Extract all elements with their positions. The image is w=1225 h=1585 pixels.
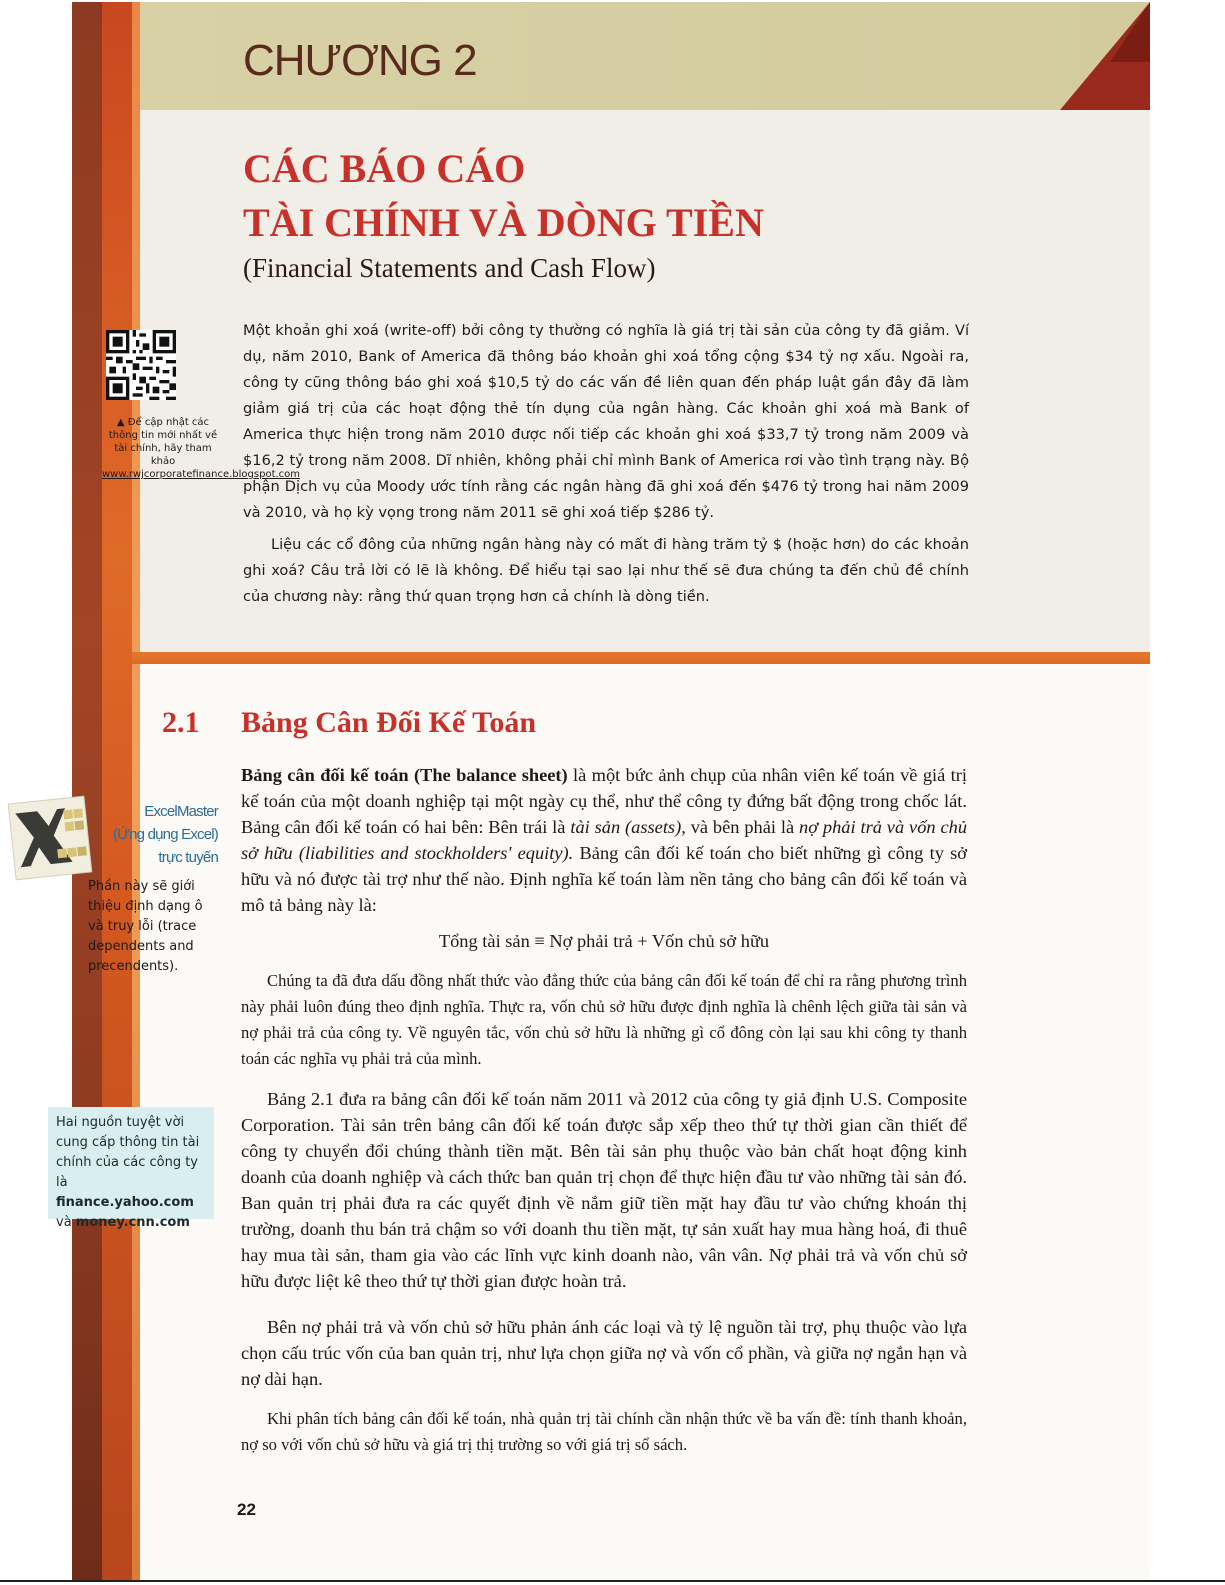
left-stripe-light [132, 2, 140, 1580]
header-corner-decoration-dark [1110, 2, 1150, 62]
assets-term: tài sản (assets), [570, 817, 686, 837]
body-paragraph-5: Khi phân tích bảng cân đối kế toán, nhà quản trị tài chính cần nhận thức về ba vấn đề: tính thanh khoản, nợ so với vốn chủ sở hữu và giá trị thị trường so với giá trị sổ sách. [241, 1409, 967, 1454]
body-paragraph-1 [241, 762, 967, 918]
blog-link[interactable]: www.rwjcorporatefinance.blogspot.com [102, 469, 301, 480]
scan-bottom-edge [0, 1580, 1225, 1582]
body-paragraph-3: Bảng 2.1 đưa ra bảng cân đối kế toán năm 2011 và 2012 của công ty giả định U.S. Composite Corporation. Tài sản trên bảng cân đối kế toán được sắp xếp theo thứ tự thời gian cần thiết để công ty chuyển đổi chúng thành tiền mặt. Bên tài sản phụ thuộc vào bản chất hoạt động kinh doanh của doanh nghiệp và cách thức ban quản trị chọn để thực hiện đầu tư vào những tài sản đó. Ban quản trị phải đưa ra các quyết định về nắm giữ tiền mặt hay đầu tư vào chứng khoán thị trường, doanh thu bán trả chậm so với doanh thu tiền mặt, tự sản xuất hay mua hàng hoá, đi thuê hay mua tài sản, tham gia vào các lĩnh vực kinh doanh nào, vân vân. Nợ phải trả và vốn chủ sở hữu được liệt kê theo thứ tự thời gian được hoàn trả. [241, 1089, 967, 1291]
excel-master-icon [6, 794, 94, 882]
left-stripe-dark [72, 2, 102, 1580]
page-number: 22 [237, 1500, 256, 1519]
chapter-label: CHƯƠNG 2 [243, 36, 477, 85]
qr-note [102, 416, 301, 481]
body-paragraph-2: Chúng ta đã đưa dấu đồng nhất thức vào đẳng thức của bảng cân đối kế toán để chỉ ra rằng phương trình này phải luôn đúng theo định nghĩa. Thực ra, vốn chủ sở hữu được định nghĩa là chênh lệch giữa tài sản và nợ phải trả của công ty. Về nguyên tắc, vốn chủ sở hữu là những gì cổ đông còn lại sau khi công ty thanh toán các nghĩa vụ phải trả của mình. [241, 971, 967, 1068]
yahoo-finance-link[interactable]: finance.yahoo.com [56, 1195, 194, 1210]
body-paragraph-1-b: và bên phải là [685, 817, 800, 837]
body-paragraph-1-a: là một bức ảnh chụp của nhân viên kế toán về giá trị kế toán của một doanh nghiệp tại một ngày cụ thể, như thể công ty đứng bất động trong chốc lát. Bảng cân đối kế toán có hai bên: Bên trái là [241, 765, 968, 837]
excel-label-line-3: trực tuyến [158, 849, 218, 866]
left-stripe-orange [102, 2, 132, 1580]
body-paragraph-4: Bên nợ phải trả và vốn chủ sở hữu phản ánh các loại và tỷ lệ nguồn tài trợ, phụ thuộc vào lựa chọn cấu trúc vốn của ban quản trị, như lựa chọn giữa nợ và vốn cổ phần, và giữa nợ ngắn hạn và nợ dài hạn. [241, 1317, 967, 1389]
liabilities-term: nợ phải trả và vốn chủ sở hữu (liabilities and stockholders' equity). [241, 817, 968, 863]
cnn-money-link[interactable]: money.cnn.com [75, 1215, 190, 1230]
intro-paragraph-2: Liệu các cổ đông của những ngân hàng này có mất đi hàng trăm tỷ $ (hoặc hơn) do các khoản ghi xoá? Câu trả lời có lẽ là không. Để hiểu tại sao lại như thế sẽ đưa chúng ta đến chủ đề chính của chương này: rằng thứ quan trọng hơn cả chính là dòng tiền. [243, 536, 969, 605]
body-paragraph-1-c: Bảng cân đối kế toán cho biết những gì công ty sở hữu và nó được tài trợ như thế nào. Định nghĩa kế toán làm nền tảng cho bảng cân đối kế toán và mô tả bảng này là: [241, 843, 967, 915]
section-number: 2.1 [162, 706, 200, 739]
chapter-subtitle: (Financial Statements and Cash Flow) [243, 253, 656, 283]
intro-text [243, 318, 969, 610]
balance-sheet-term: Bảng cân đối kế toán (The balance sheet) [241, 765, 568, 785]
chapter-title [243, 142, 943, 250]
excel-master-label [100, 800, 218, 869]
intro-paragraph-1: Một khoản ghi xoá (write-off) bởi công ty thường có nghĩa là giá trị tài sản của công ty đã giảm. Ví dụ, năm 2010, Bank of America đã thông báo khoản ghi xoá tổng cộng $34 tỷ nợ xấu. Ngoài ra, công ty cũng thông báo ghi xoá $10,5 tỷ do các vấn đề liên quan đến pháp luật gần đây đã làm giảm giá trị của các hoạt động thẻ tín dụng của ngân hàng. Các khoản ghi xoá mà Bank of America thực hiện trong năm 2010 được nối tiếp các khoản ghi xoá $33,7 tỷ trong năm 2009 và $16,2 tỷ trong năm 2008. Dĩ nhiên, không phải chỉ mình Bank of America rơi vào tình trạng này. Bộ phận Dịch vụ của Moody ước tính rằng các ngân hàng đã ghi xoá đến $476 tỷ trong hai năm 2009 và 2010, và họ kỳ vọng trong năm 2011 sẽ ghi xoá tiếp $286 tỷ. [243, 322, 969, 521]
qr-note-text: ▲ Để cập nhật các thông tin mới nhất về tài chính, hãy tham khảo [108, 417, 218, 467]
chapter-title-line-2: TÀI CHÍNH VÀ DÒNG TIỀN [243, 200, 764, 245]
sources-callout [48, 1107, 214, 1230]
section-title: Bảng Cân Đối Kế Toán [241, 706, 537, 739]
excel-label-line-2: (Ứng dụng Excel) [112, 826, 218, 843]
excel-label-line-1: ExcelMaster [144, 803, 218, 820]
section-body [241, 762, 967, 1458]
qr-code-icon[interactable] [106, 330, 176, 400]
sources-text: Hai nguồn tuyệt vời cung cấp thông tin tài chính của các công ty là [56, 1115, 200, 1190]
balance-sheet-equation: Tổng tài sản ≡ Nợ phải trả + Vốn chủ sở hữu [438, 931, 770, 951]
chapter-title-line-1: CÁC BÁO CÁO [243, 146, 526, 191]
section-divider [132, 652, 1150, 664]
excel-description: Phần này sẽ giới thiệu định dạng ô và truy lỗi (trace dependents and precendents). [88, 879, 203, 974]
sources-connector: và [56, 1215, 76, 1230]
